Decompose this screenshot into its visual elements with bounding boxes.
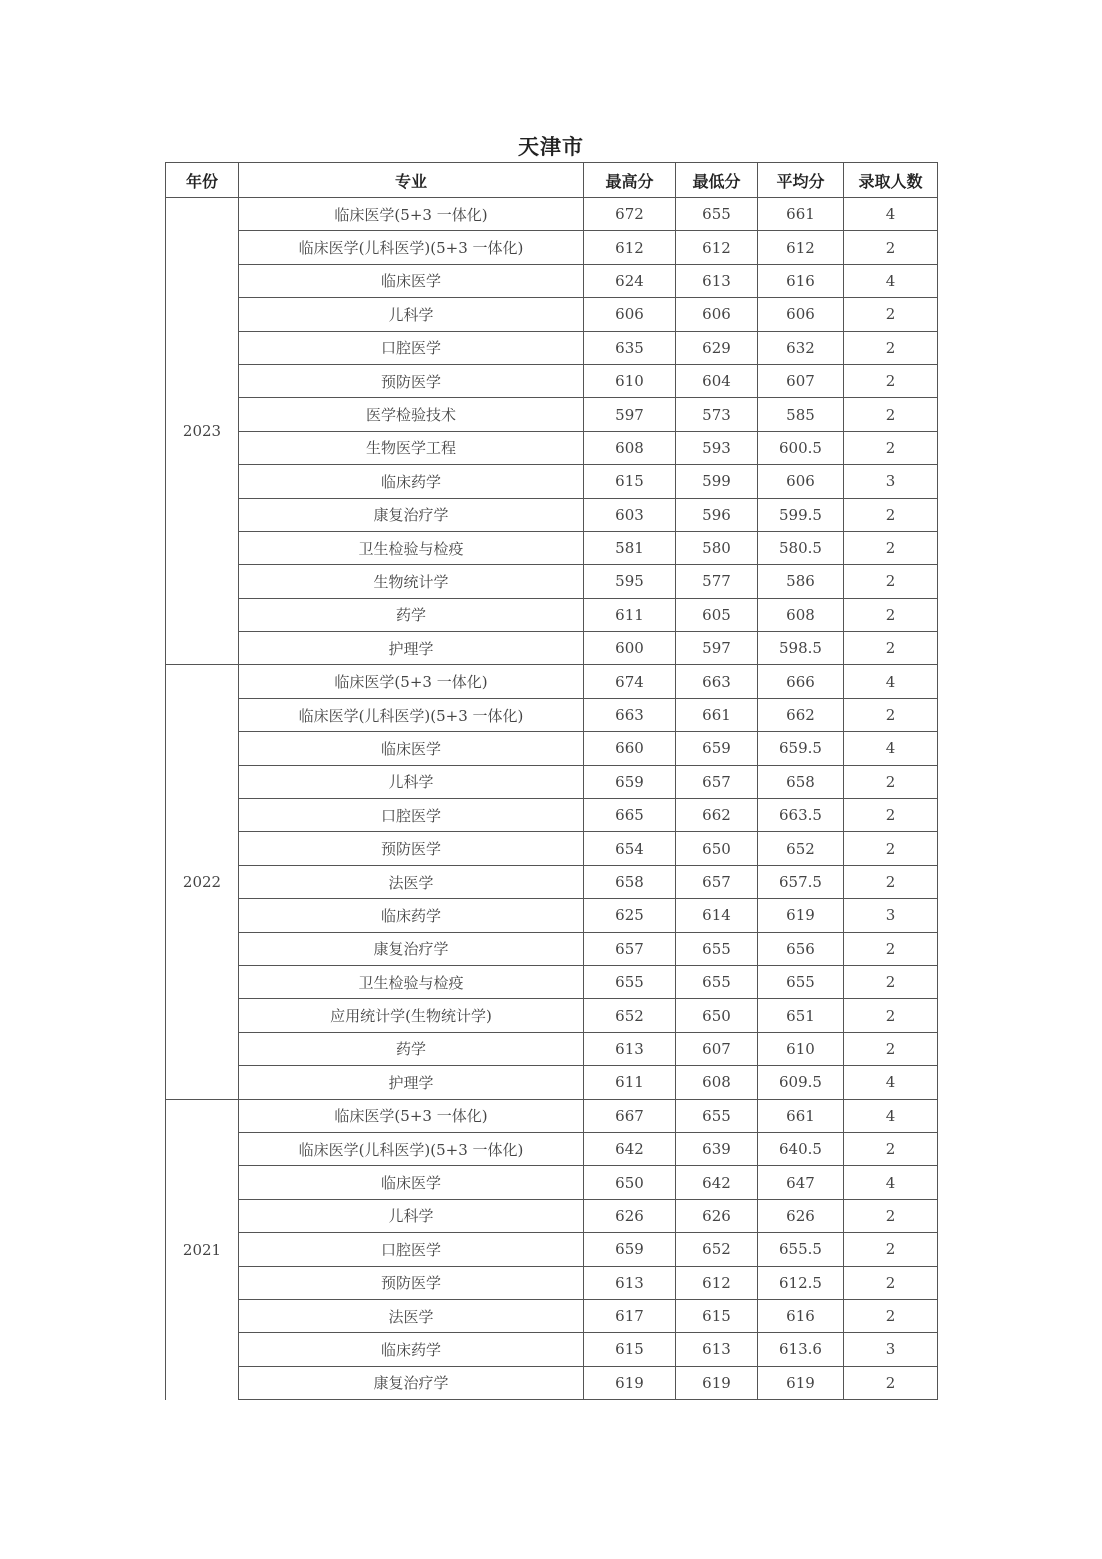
major-cell: 临床医学(5+3 一体化) — [239, 665, 584, 698]
max-score-cell: 624 — [584, 264, 676, 297]
major-cell: 儿科学 — [239, 765, 584, 798]
admitted-count-cell: 2 — [844, 865, 938, 898]
major-cell: 卫生检验与检疫 — [239, 531, 584, 564]
major-cell: 法医学 — [239, 1299, 584, 1332]
table-row — [166, 1132, 938, 1165]
avg-score-cell: 663.5 — [758, 799, 844, 832]
min-score-cell: 626 — [676, 1199, 758, 1232]
min-score-cell: 639 — [676, 1132, 758, 1165]
major-cell: 临床医学 — [239, 264, 584, 297]
major-cell: 法医学 — [239, 865, 584, 898]
min-score-cell: 613 — [676, 1333, 758, 1366]
major-cell: 药学 — [239, 1032, 584, 1065]
max-score-cell: 663 — [584, 698, 676, 731]
avg-score-cell: 608 — [758, 598, 844, 631]
max-score-cell: 667 — [584, 1099, 676, 1132]
avg-score-cell: 652 — [758, 832, 844, 865]
major-cell: 口腔医学 — [239, 799, 584, 832]
max-score-cell: 659 — [584, 1233, 676, 1266]
admitted-count-cell: 2 — [844, 1132, 938, 1165]
table-row — [166, 1233, 938, 1266]
avg-score-cell: 656 — [758, 932, 844, 965]
min-score-cell: 614 — [676, 899, 758, 932]
major-cell: 临床医学(儿科医学)(5+3 一体化) — [239, 698, 584, 731]
header-avg-score: 平均分 — [758, 163, 844, 198]
admitted-count-cell: 2 — [844, 932, 938, 965]
table-row — [166, 1366, 938, 1399]
major-cell: 预防医学 — [239, 832, 584, 865]
min-score-cell: 607 — [676, 1032, 758, 1065]
year-cell: 2022 — [166, 665, 239, 1099]
max-score-cell: 672 — [584, 198, 676, 231]
admitted-count-cell: 2 — [844, 231, 938, 264]
min-score-cell: 657 — [676, 765, 758, 798]
min-score-cell: 577 — [676, 565, 758, 598]
table-row — [166, 465, 938, 498]
min-score-cell: 650 — [676, 999, 758, 1032]
admitted-count-cell: 3 — [844, 899, 938, 932]
max-score-cell: 600 — [584, 632, 676, 665]
min-score-cell: 608 — [676, 1066, 758, 1099]
min-score-cell: 605 — [676, 598, 758, 631]
avg-score-cell: 600.5 — [758, 431, 844, 464]
min-score-cell: 604 — [676, 364, 758, 397]
admitted-count-cell: 3 — [844, 1333, 938, 1366]
table-row — [166, 1199, 938, 1232]
max-score-cell: 613 — [584, 1032, 676, 1065]
table-row — [166, 999, 938, 1032]
table-row — [166, 965, 938, 998]
avg-score-cell: 616 — [758, 264, 844, 297]
avg-score-cell: 619 — [758, 899, 844, 932]
avg-score-cell: 651 — [758, 999, 844, 1032]
avg-score-cell: 613.6 — [758, 1333, 844, 1366]
major-cell: 口腔医学 — [239, 1233, 584, 1266]
major-cell: 口腔医学 — [239, 331, 584, 364]
admitted-count-cell: 4 — [844, 1066, 938, 1099]
min-score-cell: 657 — [676, 865, 758, 898]
admitted-count-cell: 4 — [844, 732, 938, 765]
min-score-cell: 612 — [676, 1266, 758, 1299]
min-score-cell: 596 — [676, 498, 758, 531]
major-cell: 临床医学(5+3 一体化) — [239, 198, 584, 231]
avg-score-cell: 658 — [758, 765, 844, 798]
table-row — [166, 932, 938, 965]
major-cell: 药学 — [239, 598, 584, 631]
admitted-count-cell: 2 — [844, 598, 938, 631]
avg-score-cell: 666 — [758, 665, 844, 698]
table-row — [166, 765, 938, 798]
max-score-cell: 635 — [584, 331, 676, 364]
header-max-score: 最高分 — [584, 163, 676, 198]
min-score-cell: 597 — [676, 632, 758, 665]
header-year: 年份 — [166, 163, 239, 198]
admitted-count-cell: 2 — [844, 698, 938, 731]
avg-score-cell: 662 — [758, 698, 844, 731]
admitted-count-cell: 4 — [844, 1166, 938, 1199]
header-major: 专业 — [239, 163, 584, 198]
max-score-cell: 659 — [584, 765, 676, 798]
max-score-cell: 617 — [584, 1299, 676, 1332]
min-score-cell: 615 — [676, 1299, 758, 1332]
table-row — [166, 331, 938, 364]
admitted-count-cell: 4 — [844, 1099, 938, 1132]
admitted-count-cell: 2 — [844, 398, 938, 431]
admitted-count-cell: 2 — [844, 298, 938, 331]
major-cell: 应用统计学(生物统计学) — [239, 999, 584, 1032]
major-cell: 康复治疗学 — [239, 498, 584, 531]
avg-score-cell: 599.5 — [758, 498, 844, 531]
major-cell: 儿科学 — [239, 298, 584, 331]
major-cell: 护理学 — [239, 632, 584, 665]
avg-score-cell: 640.5 — [758, 1132, 844, 1165]
table-row — [166, 498, 938, 531]
major-cell: 儿科学 — [239, 1199, 584, 1232]
table-row — [166, 632, 938, 665]
avg-score-cell: 655 — [758, 965, 844, 998]
max-score-cell: 608 — [584, 431, 676, 464]
max-score-cell: 650 — [584, 1166, 676, 1199]
max-score-cell: 613 — [584, 1266, 676, 1299]
max-score-cell: 595 — [584, 565, 676, 598]
major-cell: 临床药学 — [239, 899, 584, 932]
admitted-count-cell: 4 — [844, 665, 938, 698]
major-cell: 生物医学工程 — [239, 431, 584, 464]
table-row — [166, 531, 938, 564]
table-body — [166, 198, 938, 1400]
table-row — [166, 899, 938, 932]
max-score-cell: 642 — [584, 1132, 676, 1165]
admitted-count-cell: 2 — [844, 431, 938, 464]
admitted-count-cell: 2 — [844, 331, 938, 364]
table-row — [166, 799, 938, 832]
avg-score-cell: 612 — [758, 231, 844, 264]
page-title: 天津市 — [518, 135, 584, 159]
table-row — [166, 1066, 938, 1099]
table-row — [166, 1032, 938, 1065]
max-score-cell: 611 — [584, 598, 676, 631]
min-score-cell: 652 — [676, 1233, 758, 1266]
admitted-count-cell: 2 — [844, 965, 938, 998]
min-score-cell: 662 — [676, 799, 758, 832]
table-row — [166, 665, 938, 698]
min-score-cell: 655 — [676, 1099, 758, 1132]
min-score-cell: 573 — [676, 398, 758, 431]
min-score-cell: 659 — [676, 732, 758, 765]
min-score-cell: 612 — [676, 231, 758, 264]
avg-score-cell: 647 — [758, 1166, 844, 1199]
year-cell: 2023 — [166, 198, 239, 665]
year-cell: 2021 — [166, 1099, 239, 1400]
avg-score-cell: 626 — [758, 1199, 844, 1232]
header-admitted-count: 录取人数 — [844, 163, 938, 198]
avg-score-cell: 632 — [758, 331, 844, 364]
max-score-cell: 660 — [584, 732, 676, 765]
major-cell: 康复治疗学 — [239, 1366, 584, 1399]
table-row — [166, 1266, 938, 1299]
max-score-cell: 674 — [584, 665, 676, 698]
admitted-count-cell: 2 — [844, 1266, 938, 1299]
min-score-cell: 593 — [676, 431, 758, 464]
max-score-cell: 610 — [584, 364, 676, 397]
admitted-count-cell: 4 — [844, 264, 938, 297]
max-score-cell: 655 — [584, 965, 676, 998]
table-row — [166, 198, 938, 231]
admitted-count-cell: 2 — [844, 531, 938, 564]
min-score-cell: 642 — [676, 1166, 758, 1199]
table-row — [166, 598, 938, 631]
major-cell: 临床药学 — [239, 465, 584, 498]
table-row — [166, 1299, 938, 1332]
min-score-cell: 599 — [676, 465, 758, 498]
max-score-cell: 626 — [584, 1199, 676, 1232]
major-cell: 预防医学 — [239, 1266, 584, 1299]
major-cell: 临床医学 — [239, 1166, 584, 1199]
admitted-count-cell: 2 — [844, 1366, 938, 1399]
major-cell: 卫生检验与检疫 — [239, 965, 584, 998]
table-row — [166, 1333, 938, 1366]
max-score-cell: 597 — [584, 398, 676, 431]
avg-score-cell: 659.5 — [758, 732, 844, 765]
max-score-cell: 654 — [584, 832, 676, 865]
avg-score-cell: 655.5 — [758, 1233, 844, 1266]
avg-score-cell: 598.5 — [758, 632, 844, 665]
table-row — [166, 832, 938, 865]
table-row — [166, 698, 938, 731]
admitted-count-cell: 2 — [844, 1032, 938, 1065]
avg-score-cell: 606 — [758, 298, 844, 331]
avg-score-cell: 616 — [758, 1299, 844, 1332]
min-score-cell: 619 — [676, 1366, 758, 1399]
table-row — [166, 1166, 938, 1199]
major-cell: 临床医学(儿科医学)(5+3 一体化) — [239, 231, 584, 264]
min-score-cell: 655 — [676, 932, 758, 965]
max-score-cell: 625 — [584, 899, 676, 932]
major-cell: 护理学 — [239, 1066, 584, 1099]
header-row — [166, 163, 938, 198]
table-row — [166, 1099, 938, 1132]
min-score-cell: 663 — [676, 665, 758, 698]
min-score-cell: 629 — [676, 331, 758, 364]
major-cell: 生物统计学 — [239, 565, 584, 598]
min-score-cell: 606 — [676, 298, 758, 331]
admitted-count-cell: 2 — [844, 832, 938, 865]
max-score-cell: 603 — [584, 498, 676, 531]
max-score-cell: 652 — [584, 999, 676, 1032]
admitted-count-cell: 2 — [844, 498, 938, 531]
table-row — [166, 732, 938, 765]
admitted-count-cell: 2 — [844, 799, 938, 832]
min-score-cell: 655 — [676, 965, 758, 998]
admitted-count-cell: 2 — [844, 999, 938, 1032]
avg-score-cell: 610 — [758, 1032, 844, 1065]
header-min-score: 最低分 — [676, 163, 758, 198]
max-score-cell: 606 — [584, 298, 676, 331]
admitted-count-cell: 2 — [844, 1199, 938, 1232]
avg-score-cell: 609.5 — [758, 1066, 844, 1099]
avg-score-cell: 661 — [758, 1099, 844, 1132]
table-row — [166, 398, 938, 431]
max-score-cell: 581 — [584, 531, 676, 564]
avg-score-cell: 585 — [758, 398, 844, 431]
admission-score-table — [165, 162, 938, 1400]
major-cell: 临床医学 — [239, 732, 584, 765]
major-cell: 临床医学(儿科医学)(5+3 一体化) — [239, 1132, 584, 1165]
major-cell: 临床医学(5+3 一体化) — [239, 1099, 584, 1132]
table-row — [166, 865, 938, 898]
max-score-cell: 619 — [584, 1366, 676, 1399]
table-row — [166, 565, 938, 598]
table-row — [166, 264, 938, 297]
admitted-count-cell: 2 — [844, 565, 938, 598]
admitted-count-cell: 3 — [844, 465, 938, 498]
avg-score-cell: 661 — [758, 198, 844, 231]
table-row — [166, 364, 938, 397]
max-score-cell: 611 — [584, 1066, 676, 1099]
min-score-cell: 613 — [676, 264, 758, 297]
avg-score-cell: 580.5 — [758, 531, 844, 564]
avg-score-cell: 586 — [758, 565, 844, 598]
major-cell: 预防医学 — [239, 364, 584, 397]
min-score-cell: 650 — [676, 832, 758, 865]
admitted-count-cell: 2 — [844, 364, 938, 397]
avg-score-cell: 607 — [758, 364, 844, 397]
table-row — [166, 231, 938, 264]
avg-score-cell: 612.5 — [758, 1266, 844, 1299]
table-row — [166, 431, 938, 464]
admitted-count-cell: 2 — [844, 632, 938, 665]
major-cell: 临床药学 — [239, 1333, 584, 1366]
max-score-cell: 657 — [584, 932, 676, 965]
min-score-cell: 661 — [676, 698, 758, 731]
min-score-cell: 655 — [676, 198, 758, 231]
avg-score-cell: 657.5 — [758, 865, 844, 898]
admitted-count-cell: 2 — [844, 1233, 938, 1266]
max-score-cell: 658 — [584, 865, 676, 898]
major-cell: 医学检验技术 — [239, 398, 584, 431]
admitted-count-cell: 2 — [844, 1299, 938, 1332]
max-score-cell: 615 — [584, 465, 676, 498]
max-score-cell: 615 — [584, 1333, 676, 1366]
table-row — [166, 298, 938, 331]
avg-score-cell: 619 — [758, 1366, 844, 1399]
major-cell: 康复治疗学 — [239, 932, 584, 965]
admitted-count-cell: 2 — [844, 765, 938, 798]
max-score-cell: 665 — [584, 799, 676, 832]
max-score-cell: 612 — [584, 231, 676, 264]
avg-score-cell: 606 — [758, 465, 844, 498]
admitted-count-cell: 4 — [844, 198, 938, 231]
min-score-cell: 580 — [676, 531, 758, 564]
